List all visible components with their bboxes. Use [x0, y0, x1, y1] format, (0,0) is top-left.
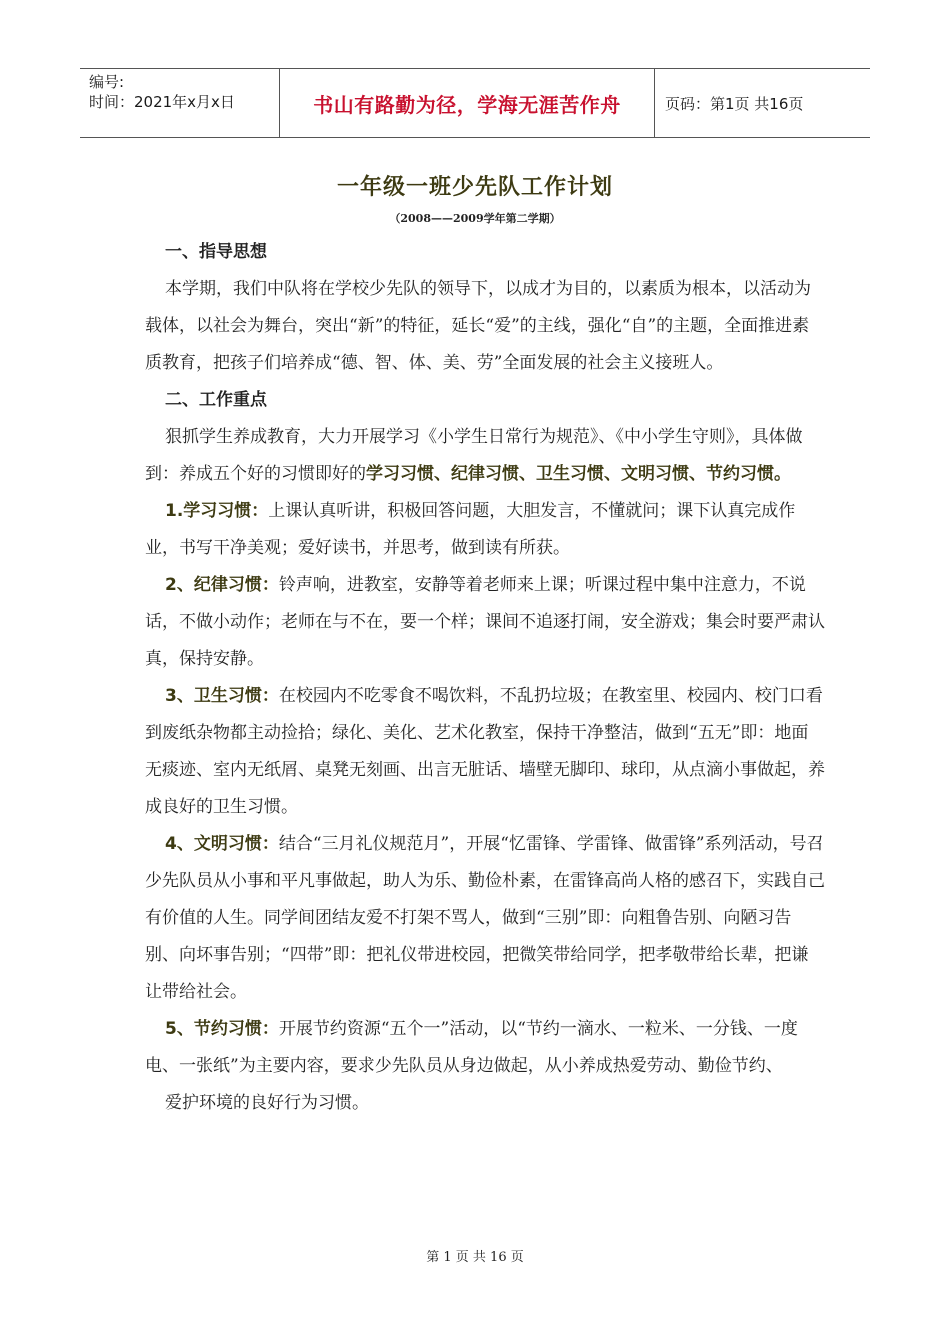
habit-item-5-tail: 爱护环境的良好行为习惯。: [165, 1093, 369, 1113]
habit-label-3: 3、卫生习惯：: [165, 686, 279, 706]
habit-label-1: 1.学习习惯：: [165, 501, 269, 521]
habit-item-4: [145, 826, 825, 1011]
date-label: 时间：2021年x月x日: [89, 93, 235, 111]
number-label: 编号:: [89, 73, 125, 91]
habit-text-3: 在校园内不吃零食不喝饮料，不乱扔垃圾；在教室里、校园内、校门口看到废纸杂物都主动捡拾；绿化、美化、艺术化教室，保持干净整洁，做到“五无”即：地面无痰迹、室内无纸屑、桌凳无刻画、出言无脏话、墙壁无脚印、球印，从点滴小事做起，养成良好的卫生习惯。: [145, 686, 825, 817]
header-table: [80, 68, 870, 138]
header-motto: 书山有路勤为径，学海无涯苦作舟: [280, 69, 655, 137]
section-text-2-bold: 学习习惯、纪律习惯、卫生习惯、文明习惯、节约习惯。: [366, 464, 791, 484]
habit-label-5: 5、节约习惯：: [165, 1019, 279, 1039]
header-meta: [80, 69, 280, 137]
page-footer: 第 1 页 共 16 页: [426, 1250, 524, 1265]
habit-item-2: [145, 567, 825, 678]
document-subtitle: （2008——2009学年第二学期）: [389, 212, 561, 225]
section-text-1: 本学期，我们中队将在学校少先队的领导下，以成才为目的，以素质为根本，以活动为载体，以社会为舞台，突出“新”的特征，延长“爱”的主线，强化“自”的主题，全面推进素质教育，把孩子们培养成“德、智、体、美、劳”全面发展的社会主义接班人。: [145, 279, 811, 373]
section-text-2: [145, 419, 825, 493]
section-heading-1: 一、指导思想: [165, 242, 267, 262]
document-title: 一年级一班少先队工作计划: [336, 175, 613, 200]
habit-label-2: 2、纪律习惯：: [165, 575, 279, 595]
habit-item-5: [145, 1011, 825, 1085]
habit-item-1: [145, 493, 825, 567]
habit-text-5: 开展节约资源“五个一”活动，以“节约一滴水、一粒米、一分钱、一度电、一张纸”为主要内容，要求少先队员从身边做起，从小养成热爱劳动、勤俭节约、: [145, 1019, 798, 1076]
habit-item-3: [145, 678, 825, 826]
document-body: [145, 234, 825, 1122]
habit-text-2: 铃声响，进教室，安静等着老师来上课；听课过程中集中注意力，不说话，不做小动作；老师在与不在，要一个样；课间不追逐打闹，安全游戏；集会时要严肃认真，保持安静。: [145, 575, 825, 669]
header-page-info: 页码：第1页 共16页: [665, 94, 804, 113]
habit-label-4: 4、文明习惯：: [165, 834, 279, 854]
section-text-2-plain: 狠抓学生养成教育，大力开展学习《小学生日常行为规范》、《中小学生守则》，具体做到：养成五个好的习惯即好的: [145, 427, 803, 484]
section-heading-2: 二、工作重点: [165, 390, 267, 410]
habit-text-1: 上课认真听讲，积极回答问题，大胆发言，不懂就问；课下认真完成作业，书写干净美观；爱好读书，并思考，做到读有所获。: [145, 501, 796, 558]
habit-text-4: 结合“三月礼仪规范月”，开展“忆雷锋、学雷锋、做雷锋”系列活动，号召少先队员从小事和平凡事做起，助人为乐、勤俭朴素，在雷锋高尚人格的感召下，实践自己有价值的人生。同学间团结友爱不打架不骂人，做到“三别”即：向粗鲁告别、向陋习告别、向坏事告别；“四带”即：把礼仪带进校园，把微笑带给同学，把孝敬带给长辈，把谦让带给社会。: [145, 834, 825, 1002]
